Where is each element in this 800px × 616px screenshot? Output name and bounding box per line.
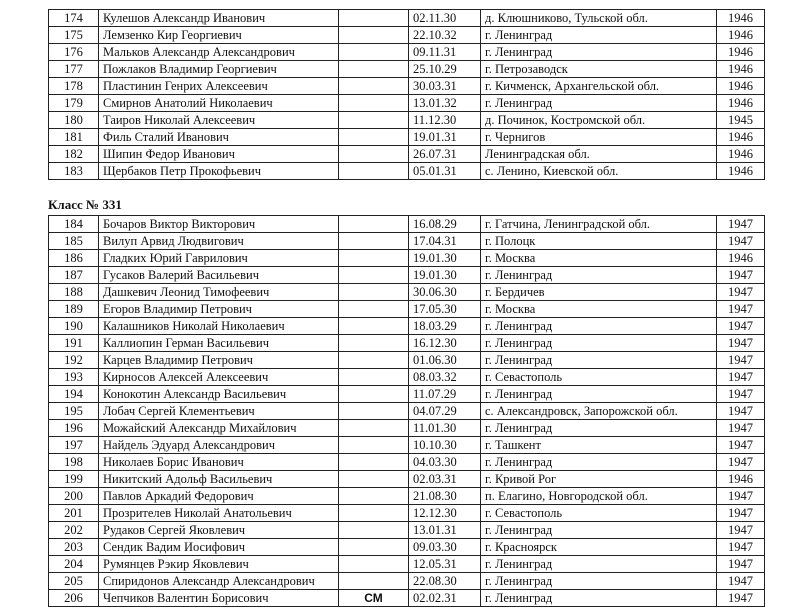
note-mark <box>339 522 409 539</box>
note-mark <box>339 95 409 112</box>
student-name: Пластинин Генрих Алексеевич <box>99 78 339 95</box>
row-number: 187 <box>49 267 99 284</box>
student-name: Павлов Аркадий Федорович <box>99 488 339 505</box>
student-name: Таиров Николай Алексеевич <box>99 112 339 129</box>
birth-place: г. Кичменск, Архангельской обл. <box>481 78 717 95</box>
birth-date: 17.04.31 <box>409 233 481 250</box>
note-mark <box>339 318 409 335</box>
note-mark <box>339 61 409 78</box>
table-row <box>49 573 765 590</box>
row-number: 201 <box>49 505 99 522</box>
student-name: Конокотин Александр Васильевич <box>99 386 339 403</box>
birth-place: с. Александровск, Запорожской обл. <box>481 403 717 420</box>
birth-date: 01.06.30 <box>409 352 481 369</box>
row-number: 198 <box>49 454 99 471</box>
row-number: 174 <box>49 10 99 27</box>
note-mark <box>339 10 409 27</box>
admission-year: 1946 <box>717 10 765 27</box>
row-number: 204 <box>49 556 99 573</box>
row-number: 193 <box>49 369 99 386</box>
table-row <box>49 488 765 505</box>
admission-year: 1947 <box>717 437 765 454</box>
birth-place: г. Петрозаводск <box>481 61 717 78</box>
birth-date: 19.01.30 <box>409 267 481 284</box>
row-number: 185 <box>49 233 99 250</box>
note-mark <box>339 454 409 471</box>
admission-year: 1946 <box>717 95 765 112</box>
birth-place: д. Клюшниково, Тульской обл. <box>481 10 717 27</box>
note-mark <box>339 556 409 573</box>
table-row <box>49 539 765 556</box>
birth-place: г. Ленинград <box>481 335 717 352</box>
birth-date: 16.12.30 <box>409 335 481 352</box>
admission-year: 1947 <box>717 573 765 590</box>
birth-place: г. Ленинград <box>481 454 717 471</box>
student-name: Сендик Вадим Иосифович <box>99 539 339 556</box>
admission-year: 1947 <box>717 301 765 318</box>
birth-place: г. Чернигов <box>481 129 717 146</box>
note-mark <box>339 335 409 352</box>
birth-date: 11.07.29 <box>409 386 481 403</box>
birth-date: 10.10.30 <box>409 437 481 454</box>
birth-date: 09.11.31 <box>409 44 481 61</box>
student-name: Филь Сталий Иванович <box>99 129 339 146</box>
admission-year: 1947 <box>717 352 765 369</box>
birth-date: 11.12.30 <box>409 112 481 129</box>
row-number: 181 <box>49 129 99 146</box>
table-row <box>49 250 765 267</box>
admission-year: 1947 <box>717 386 765 403</box>
note-mark <box>339 27 409 44</box>
row-number: 199 <box>49 471 99 488</box>
table-row <box>49 78 765 95</box>
row-number: 179 <box>49 95 99 112</box>
birth-place: г. Ленинград <box>481 318 717 335</box>
row-number: 176 <box>49 44 99 61</box>
birth-date: 12.12.30 <box>409 505 481 522</box>
birth-date: 08.03.32 <box>409 369 481 386</box>
note-mark <box>339 369 409 386</box>
note-mark <box>339 112 409 129</box>
row-number: 186 <box>49 250 99 267</box>
student-name: Кулешов Александр Иванович <box>99 10 339 27</box>
row-number: 192 <box>49 352 99 369</box>
row-number: 180 <box>49 112 99 129</box>
birth-date: 26.07.31 <box>409 146 481 163</box>
row-number: 206 <box>49 590 99 607</box>
row-number: 177 <box>49 61 99 78</box>
birth-place: г. Севастополь <box>481 505 717 522</box>
student-name: Рудаков Сергей Яковлевич <box>99 522 339 539</box>
birth-date: 30.06.30 <box>409 284 481 301</box>
student-name: Калашников Николай Николаевич <box>99 318 339 335</box>
birth-date: 09.03.30 <box>409 539 481 556</box>
table-row <box>49 335 765 352</box>
birth-date: 13.01.32 <box>409 95 481 112</box>
table-row <box>49 590 765 607</box>
note-mark <box>339 352 409 369</box>
roster-table-top <box>48 9 765 180</box>
birth-place: г. Ленинград <box>481 420 717 437</box>
row-number: 184 <box>49 216 99 233</box>
birth-date: 21.08.30 <box>409 488 481 505</box>
table-row <box>49 318 765 335</box>
student-name: Прозрителев Николай Анатольевич <box>99 505 339 522</box>
birth-date: 30.03.31 <box>409 78 481 95</box>
row-number: 190 <box>49 318 99 335</box>
student-name: Гусаков Валерий Васильевич <box>99 267 339 284</box>
birth-place: г. Красноярск <box>481 539 717 556</box>
note-mark <box>339 573 409 590</box>
student-name: Вилуп Арвид Людвигович <box>99 233 339 250</box>
birth-date: 02.03.31 <box>409 471 481 488</box>
student-name: Румянцев Рэкир Яковлевич <box>99 556 339 573</box>
admission-year: 1946 <box>717 78 765 95</box>
birth-date: 05.01.31 <box>409 163 481 180</box>
admission-year: 1947 <box>717 454 765 471</box>
row-number: 188 <box>49 284 99 301</box>
note-mark <box>339 284 409 301</box>
note-mark <box>339 471 409 488</box>
note-mark <box>339 488 409 505</box>
student-name: Бочаров Виктор Викторович <box>99 216 339 233</box>
admission-year: 1947 <box>717 420 765 437</box>
birth-date: 19.01.31 <box>409 129 481 146</box>
roster-table-bottom <box>48 215 765 607</box>
table-row <box>49 556 765 573</box>
table-row <box>49 112 765 129</box>
admission-year: 1947 <box>717 318 765 335</box>
birth-place: г. Гатчина, Ленинградской обл. <box>481 216 717 233</box>
birth-place: г. Ленинград <box>481 44 717 61</box>
table-row <box>49 522 765 539</box>
admission-year: 1946 <box>717 27 765 44</box>
birth-date: 12.05.31 <box>409 556 481 573</box>
admission-year: 1947 <box>717 590 765 607</box>
table-row <box>49 129 765 146</box>
admission-year: 1946 <box>717 61 765 78</box>
row-number: 196 <box>49 420 99 437</box>
row-number: 183 <box>49 163 99 180</box>
table-row <box>49 505 765 522</box>
birth-date: 13.01.31 <box>409 522 481 539</box>
row-number: 191 <box>49 335 99 352</box>
birth-place: г. Ленинград <box>481 27 717 44</box>
note-mark <box>339 146 409 163</box>
table-row <box>49 95 765 112</box>
note-mark <box>339 250 409 267</box>
birth-place: г. Кривой Рог <box>481 471 717 488</box>
birth-date: 04.07.29 <box>409 403 481 420</box>
admission-year: 1947 <box>717 556 765 573</box>
note-mark <box>339 233 409 250</box>
admission-year: 1946 <box>717 129 765 146</box>
table-row <box>49 352 765 369</box>
admission-year: 1947 <box>717 216 765 233</box>
admission-year: 1946 <box>717 163 765 180</box>
admission-year: 1947 <box>717 267 765 284</box>
birth-date: 22.08.30 <box>409 573 481 590</box>
birth-place: с. Ленино, Киевской обл. <box>481 163 717 180</box>
table-row <box>49 420 765 437</box>
admission-year: 1947 <box>717 488 765 505</box>
birth-place: г. Ленинград <box>481 352 717 369</box>
student-name: Можайский Александр Михайлович <box>99 420 339 437</box>
birth-place: г. Полоцк <box>481 233 717 250</box>
note-mark <box>339 301 409 318</box>
birth-date: 18.03.29 <box>409 318 481 335</box>
birth-place: Ленинградская обл. <box>481 146 717 163</box>
student-name: Гладких Юрий Гаврилович <box>99 250 339 267</box>
table-row <box>49 163 765 180</box>
student-name: Лобач Сергей Клементьевич <box>99 403 339 420</box>
birth-date: 02.02.31 <box>409 590 481 607</box>
birth-place: г. Москва <box>481 301 717 318</box>
birth-date: 04.03.30 <box>409 454 481 471</box>
table-row <box>49 386 765 403</box>
birth-place: г. Севастополь <box>481 369 717 386</box>
birth-date: 22.10.32 <box>409 27 481 44</box>
table-row <box>49 10 765 27</box>
birth-place: г. Ленинград <box>481 522 717 539</box>
note-mark <box>339 539 409 556</box>
student-name: Карцев Владимир Петрович <box>99 352 339 369</box>
admission-year: 1946 <box>717 146 765 163</box>
table-row <box>49 471 765 488</box>
note-mark <box>339 420 409 437</box>
student-name: Пожлаков Владимир Георгиевич <box>99 61 339 78</box>
row-number: 195 <box>49 403 99 420</box>
row-number: 200 <box>49 488 99 505</box>
row-number: 205 <box>49 573 99 590</box>
note-mark <box>339 163 409 180</box>
birth-date: 16.08.29 <box>409 216 481 233</box>
row-number: 189 <box>49 301 99 318</box>
note-mark <box>339 78 409 95</box>
admission-year: 1947 <box>717 335 765 352</box>
admission-year: 1947 <box>717 403 765 420</box>
row-number: 203 <box>49 539 99 556</box>
note-mark <box>339 505 409 522</box>
student-name: Дашкевич Леонид Тимофеевич <box>99 284 339 301</box>
birth-date: 25.10.29 <box>409 61 481 78</box>
admission-year: 1947 <box>717 539 765 556</box>
admission-year: 1947 <box>717 522 765 539</box>
table-row <box>49 216 765 233</box>
table-row <box>49 454 765 471</box>
birth-date: 19.01.30 <box>409 250 481 267</box>
table-row <box>49 146 765 163</box>
row-number: 178 <box>49 78 99 95</box>
student-name: Шипин Федор Иванович <box>99 146 339 163</box>
birth-place: г. Ленинград <box>481 590 717 607</box>
birth-place: г. Ленинград <box>481 267 717 284</box>
table-row <box>49 369 765 386</box>
table-row <box>49 437 765 454</box>
class-heading: Класс № 331 <box>48 197 122 212</box>
birth-place: г. Ленинград <box>481 95 717 112</box>
student-name: Чепчиков Валентин Борисович <box>99 590 339 607</box>
admission-year: 1945 <box>717 112 765 129</box>
table-row <box>49 44 765 61</box>
student-name: Мальков Александр Александрович <box>99 44 339 61</box>
birth-place: г. Ташкент <box>481 437 717 454</box>
note-mark <box>339 44 409 61</box>
table-row <box>49 403 765 420</box>
admission-year: 1946 <box>717 471 765 488</box>
student-name: Щербаков Петр Прокофьевич <box>99 163 339 180</box>
student-name: Каллиопин Герман Васильевич <box>99 335 339 352</box>
student-name: Николаев Борис Иванович <box>99 454 339 471</box>
birth-place: г. Ленинград <box>481 556 717 573</box>
birth-place: г. Москва <box>481 250 717 267</box>
table-row <box>49 301 765 318</box>
birth-date: 17.05.30 <box>409 301 481 318</box>
admission-year: 1947 <box>717 233 765 250</box>
table-row <box>49 267 765 284</box>
admission-year: 1947 <box>717 369 765 386</box>
table-row <box>49 61 765 78</box>
admission-year: 1947 <box>717 505 765 522</box>
birth-place: г. Бердичев <box>481 284 717 301</box>
row-number: 194 <box>49 386 99 403</box>
student-name: Смирнов Анатолий Николаевич <box>99 95 339 112</box>
student-name: Лемзенко Кир Георгиевич <box>99 27 339 44</box>
row-number: 202 <box>49 522 99 539</box>
note-mark <box>339 437 409 454</box>
birth-place: г. Ленинград <box>481 573 717 590</box>
admission-year: 1947 <box>717 284 765 301</box>
birth-date: 11.01.30 <box>409 420 481 437</box>
student-name: Кирносов Алексей Алексеевич <box>99 369 339 386</box>
note-mark: СМ <box>339 590 409 607</box>
note-mark <box>339 216 409 233</box>
birth-date: 02.11.30 <box>409 10 481 27</box>
row-number: 175 <box>49 27 99 44</box>
admission-year: 1946 <box>717 250 765 267</box>
student-name: Найдель Эдуард Александрович <box>99 437 339 454</box>
birth-place: г. Ленинград <box>481 386 717 403</box>
student-name: Егоров Владимир Петрович <box>99 301 339 318</box>
note-mark <box>339 129 409 146</box>
admission-year: 1946 <box>717 44 765 61</box>
student-name: Никитский Адольф Васильевич <box>99 471 339 488</box>
birth-place: п. Елагино, Новгородской обл. <box>481 488 717 505</box>
row-number: 182 <box>49 146 99 163</box>
table-row <box>49 233 765 250</box>
note-mark <box>339 403 409 420</box>
student-name: Спиридонов Александр Александрович <box>99 573 339 590</box>
row-number: 197 <box>49 437 99 454</box>
table-row <box>49 284 765 301</box>
note-mark <box>339 267 409 284</box>
table-row <box>49 27 765 44</box>
birth-place: д. Починок, Костромской обл. <box>481 112 717 129</box>
note-mark <box>339 386 409 403</box>
